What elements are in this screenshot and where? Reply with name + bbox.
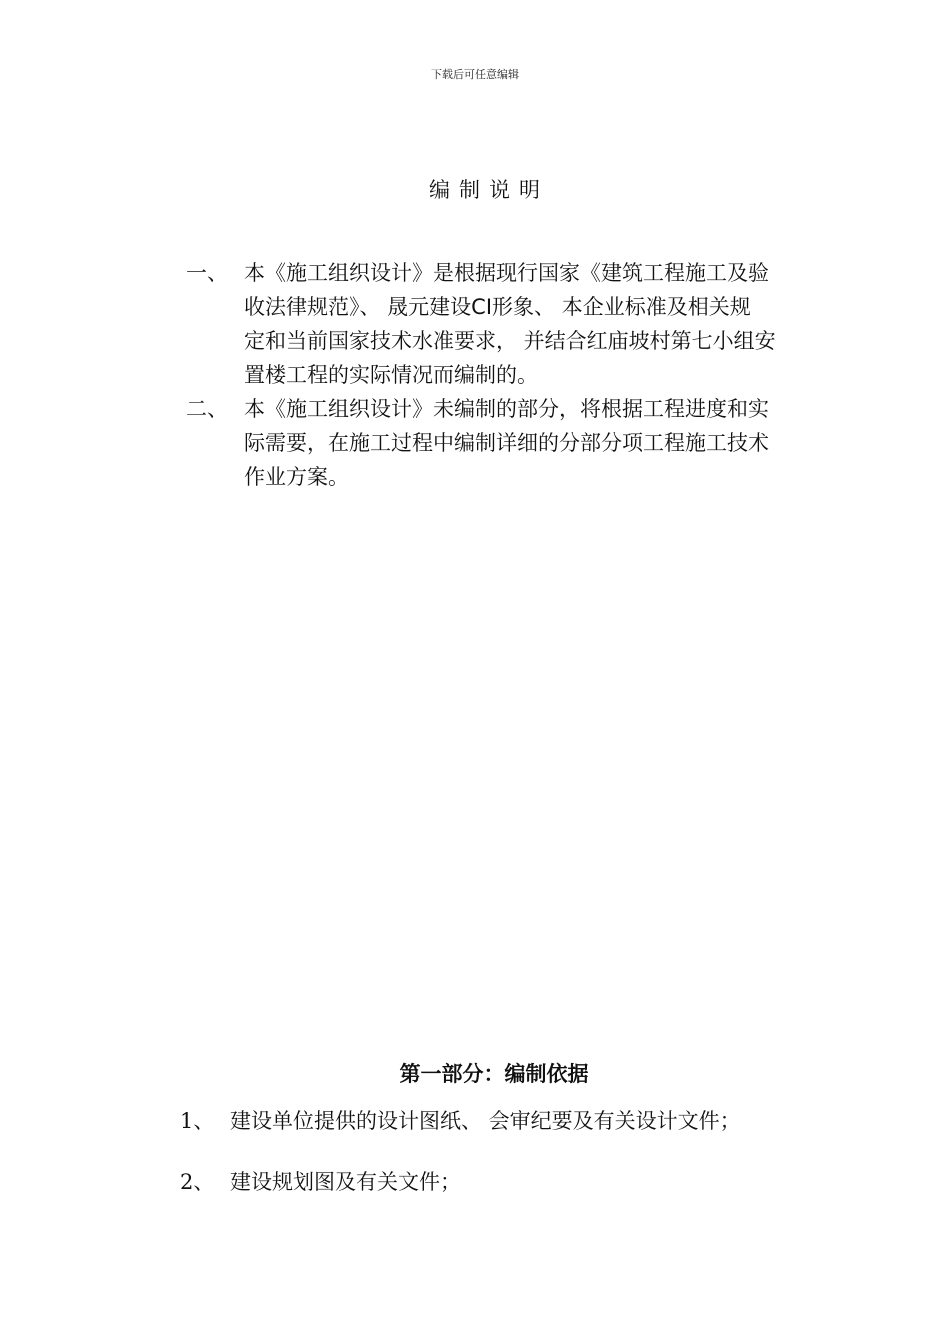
basis-text: 建设单位提供的设计图纸、 会审纪要及有关设计文件； — [230, 1109, 741, 1133]
intro-line: 本《施工组织设计》未编制的部分，将根据工程进度和实 — [244, 397, 769, 421]
basis-text: 建设规划图及有关文件； — [230, 1170, 461, 1194]
intro-text — [244, 256, 846, 392]
intro-line: 收法律规范》、 晟元建设CI形象、 本企业标准及相关规 — [244, 295, 751, 319]
section-title: 第一部分：编制依据 — [399, 1062, 589, 1086]
intro-marker: 一、 — [186, 261, 228, 285]
intro-line: 定和当前国家技术水准要求， 并结合红庙坡村第七小组安 — [244, 329, 776, 353]
intro-line: 本《施工组织设计》是根据现行国家《建筑工程施工及验 — [244, 261, 769, 285]
basis-number: 2、 — [180, 1170, 215, 1194]
intro-marker: 二、 — [186, 397, 228, 421]
document-title: 编制说明 — [429, 178, 549, 202]
header-note: 下载后可任意编辑 — [431, 68, 519, 81]
basis-number: 1、 — [180, 1109, 215, 1133]
intro-list — [186, 256, 846, 494]
intro-text — [244, 392, 846, 494]
intro-line: 际需要，在施工过程中编制详细的分部分项工程施工技术 — [244, 431, 769, 455]
intro-line: 置楼工程的实际情况而编制的。 — [244, 363, 538, 387]
intro-item — [186, 256, 846, 392]
intro-item — [186, 392, 846, 494]
basis-item — [180, 1106, 860, 1136]
intro-line: 作业方案。 — [244, 465, 349, 489]
basis-item — [180, 1167, 860, 1197]
